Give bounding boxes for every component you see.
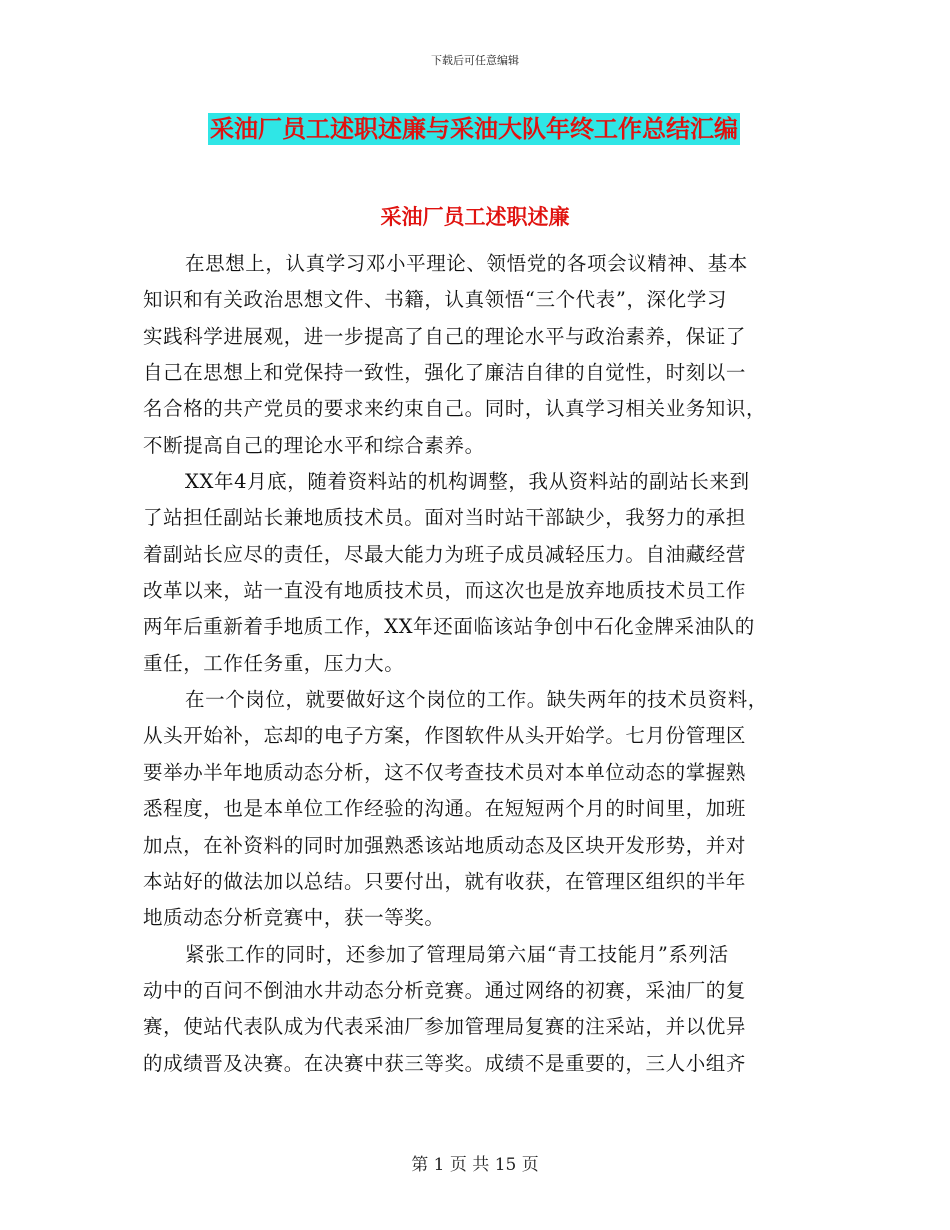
- paragraph-line: 名合格的共产党员的要求来约束自己。同时，认真学习相关业务知识，: [143, 397, 767, 421]
- paragraph-line: 本站好的做法加以总结。只要付出，就有收获，在管理区组织的半年: [143, 869, 747, 893]
- page-number: 第 1 页 共 15 页: [411, 1155, 539, 1175]
- body-text: [143, 246, 803, 1082]
- paragraph-line: 的成绩晋及决赛。在决赛中获三等奖。成绩不是重要的，三人小组齐: [143, 1051, 747, 1075]
- paragraph-line: 不断提高自己的理论水平和综合素养。: [143, 433, 485, 457]
- paragraph-line: 地质动态分析竞赛中，获一等奖。: [143, 906, 445, 930]
- paragraph-line: 自己在思想上和党保持一致性，强化了廉洁自律的自觉性，时刻以一: [143, 361, 747, 385]
- paragraph-line: 两年后重新着手地质工作，XX年还面临该站争创中石化金牌采油队的: [143, 615, 755, 639]
- paragraph-line: 悉程度，也是本单位工作经验的沟通。在短短两个月的时间里，加班: [143, 797, 747, 821]
- paragraph-line: 了站担任副站长兼地质技术员。面对当时站干部缺少，我努力的承担: [143, 506, 747, 530]
- paragraph-line: 着副站长应尽的责任，尽最大能力为班子成员减轻压力。自油藏经营: [143, 542, 747, 566]
- paragraph-line: 动中的百问不倒油水井动态分析竞赛。通过网络的初赛，采油厂的复: [143, 978, 747, 1002]
- paragraph-line: 加点，在补资料的同时加强熟悉该站地质动态及区块开发形势，并对: [143, 833, 747, 857]
- page-header-note: 下载后可任意编辑: [431, 54, 519, 67]
- paragraph-line: 知识和有关政治思想文件、书籍，认真领悟“三个代表”，深化学习: [143, 288, 727, 312]
- document-title: 采油厂员工述职述廉与采油大队年终工作总结汇编: [210, 115, 738, 143]
- paragraph-line: 实践科学进展观，进一步提高了自己的理论水平与政治素养，保证了: [143, 324, 747, 348]
- paragraph-line: XX年4月底，随着资料站的机构调整，我从资料站的副站长来到: [185, 470, 750, 494]
- paragraph-line: 重任，工作任务重，压力大。: [143, 651, 405, 675]
- paragraph-line: 在思想上，认真学习邓小平理论、领悟党的各项会议精神、基本: [185, 252, 748, 275]
- paragraph-line: 在一个岗位，就要做好这个岗位的工作。缺失两年的技术员资料，: [185, 688, 768, 712]
- paragraph-line: 赛，使站代表队成为代表采油厂参加管理局复赛的注采站，并以优异: [143, 1015, 747, 1039]
- section-title: 采油厂员工述职述廉: [380, 205, 570, 229]
- paragraph-line: 改革以来，站一直没有地质技术员，而这次也是放弃地质技术员工作: [143, 579, 747, 603]
- paragraph-line: 要举办半年地质动态分析，这不仅考查技术员对本单位动态的掌握熟: [143, 760, 747, 784]
- paragraph-line: 紧张工作的同时，还参加了管理局第六届“青工技能月”系列活: [185, 942, 729, 966]
- paragraph-line: 从头开始补，忘却的电子方案，作图软件从头开始学。七月份管理区: [143, 724, 747, 748]
